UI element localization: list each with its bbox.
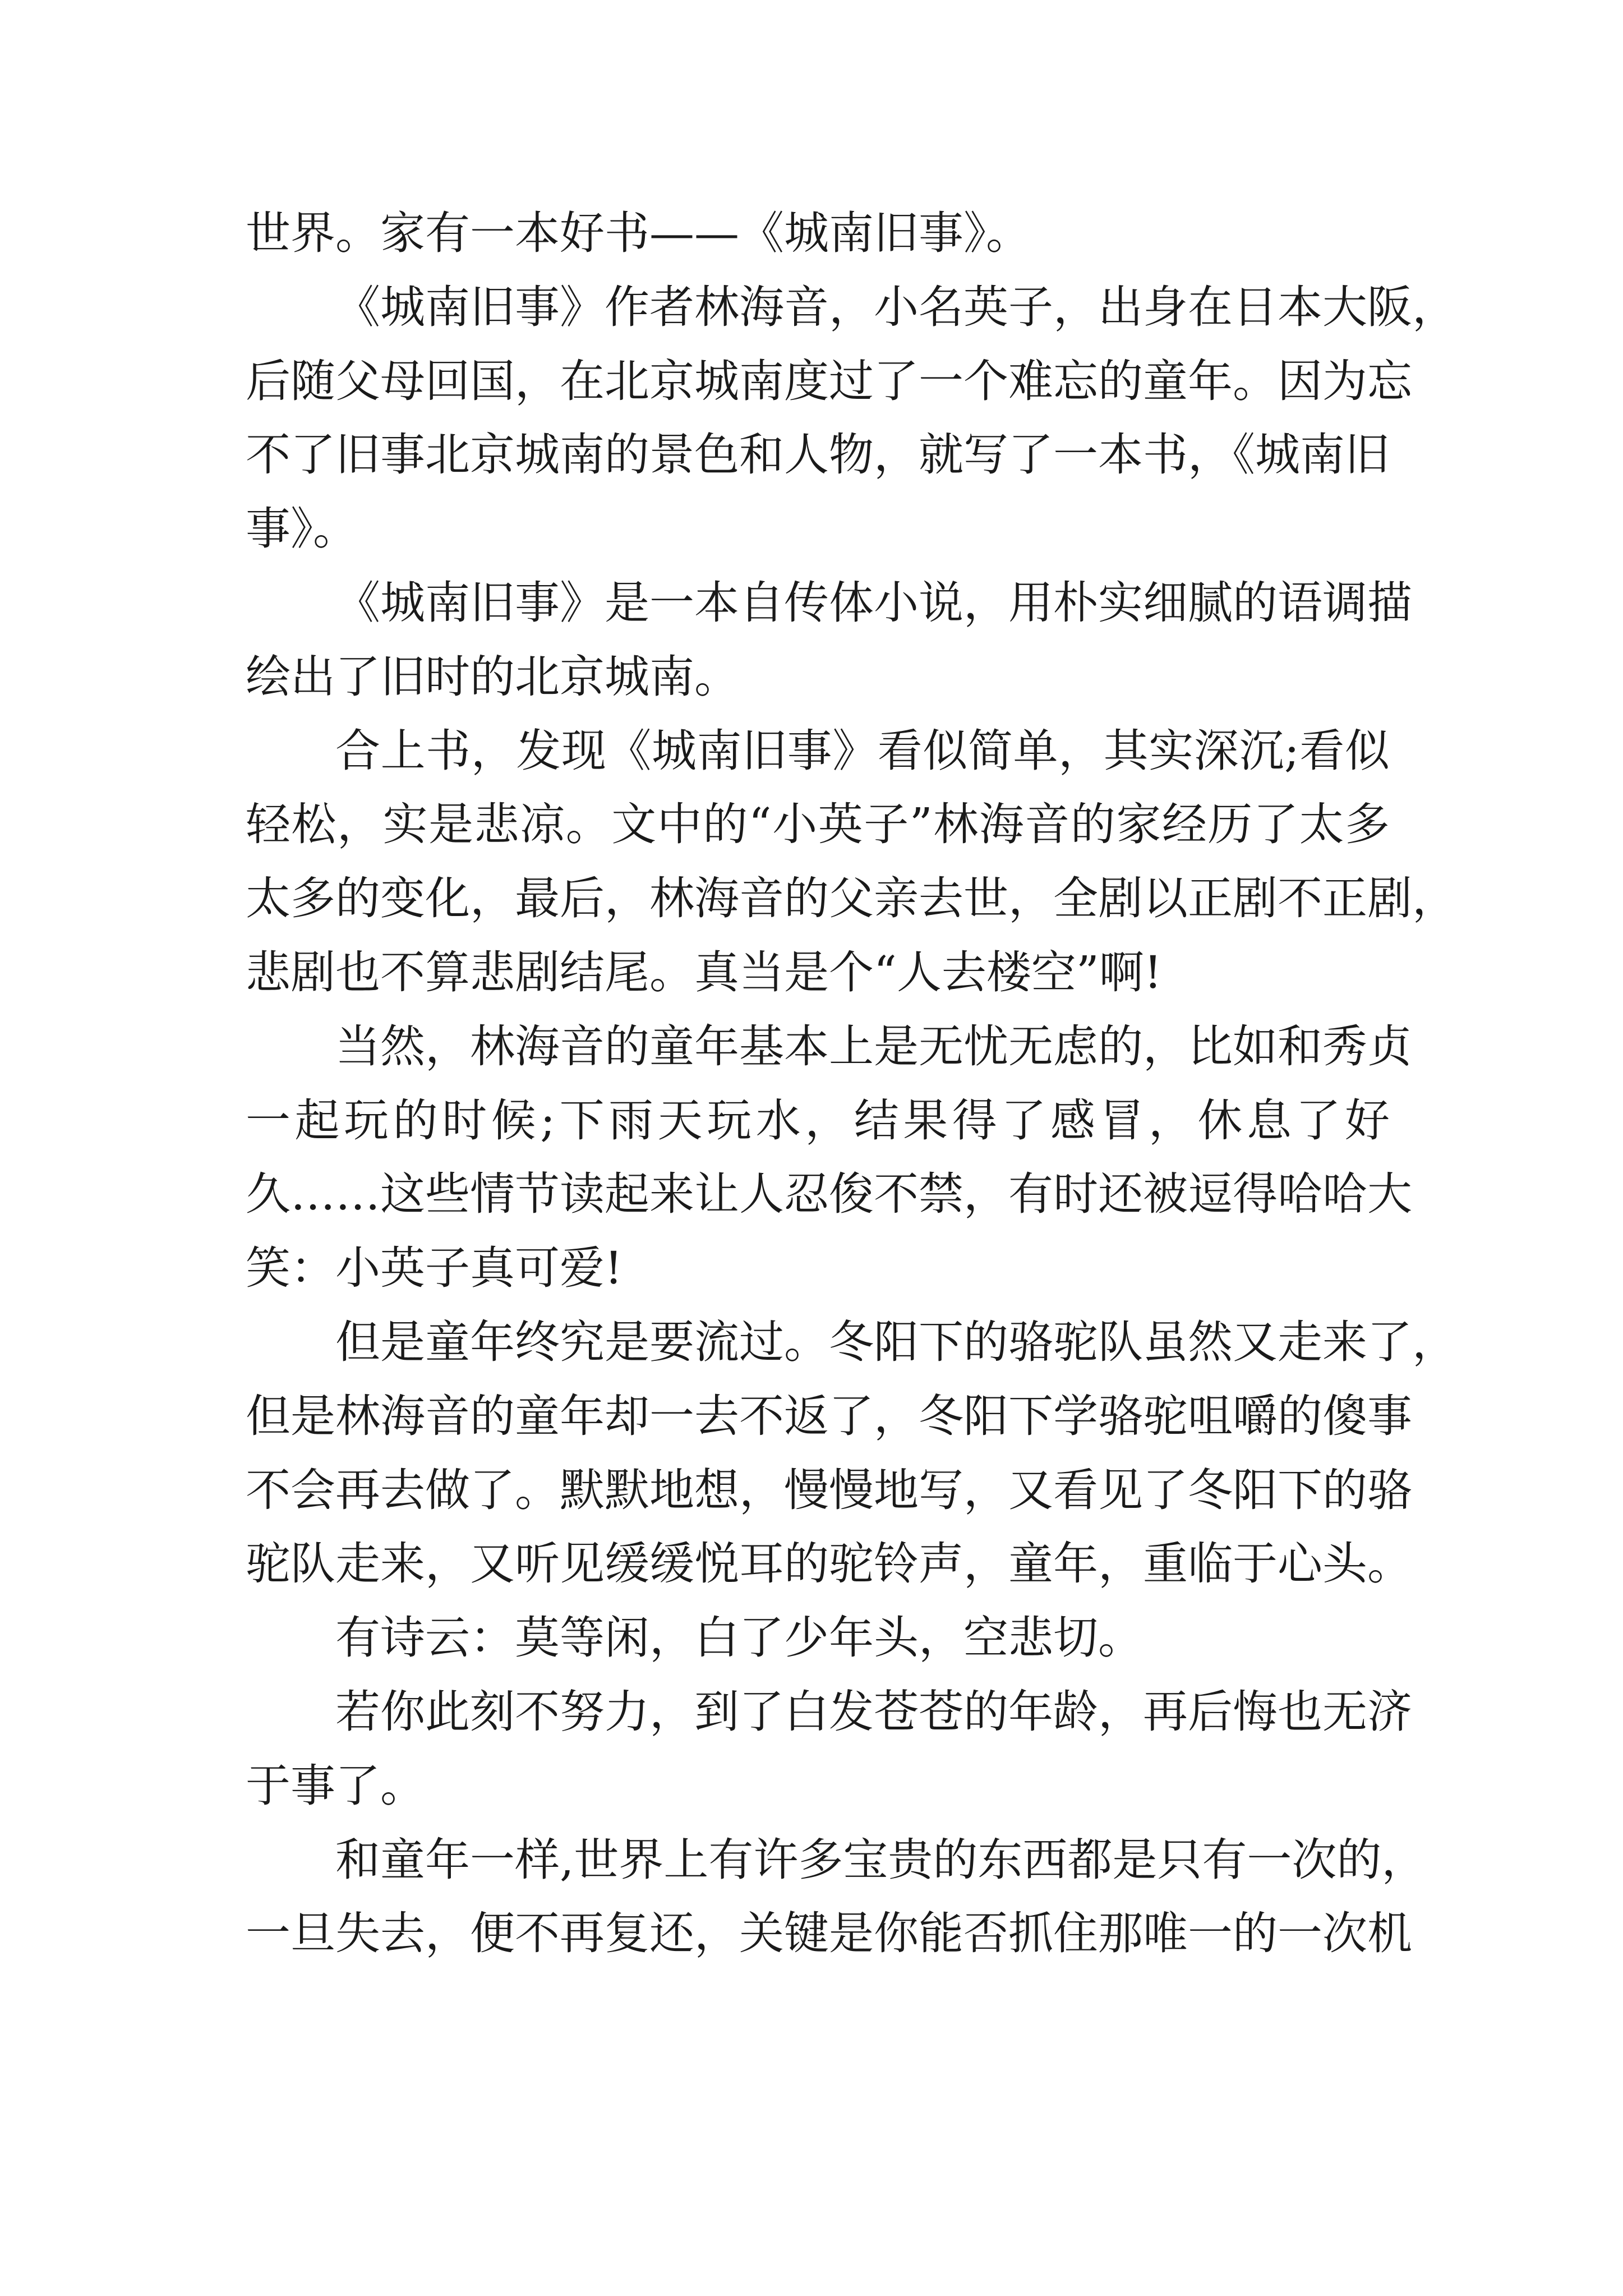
text-line: 于事了。 [246,1759,425,1812]
text-line: 绘出了旧时的北京城南。 [246,650,739,703]
text-line: 一旦失去，便不再复还，关键是你能否抓住那唯一的一次机 [246,1907,1412,1960]
text-line: 悲剧也不算悲剧结尾。真当是个“人去楼空”啊! [246,946,1162,999]
text-line: 事》。 [246,503,358,555]
text-line: 但是林海音的童年却一去不返了，冬阳下学骆驼咀嚼的傻事 [246,1389,1412,1442]
text-line: 驼队走来，又听见缓缓悦耳的驼铃声，童年，重临于心头。 [246,1538,1412,1590]
text-line: 不了旧事北京城南的景色和人物，就写了一本书，《城南旧 [246,429,1390,481]
text-line: 但是童年终究是要流过。冬阳下的骆驼队虽然又走来了， [335,1315,1457,1368]
text-line: 久……这些情节读起来让人忍俊不禁，有时还被逗得哈哈大 [246,1168,1412,1221]
text-line: 不会再去做了。默默地想，慢慢地写，又看见了冬阳下的骆 [246,1464,1412,1516]
text-line: 笑：小英子真可爱! [246,1242,623,1295]
text-line: 后随父母回国，在北京城南度过了一个难忘的童年。因为忘 [246,355,1412,407]
text-line: 《城南旧事》作者林海音，小名英子，出身在日本大阪， [335,280,1457,333]
document-body [246,196,1457,1971]
text-line: 有诗云：莫等闲，白了少年头，空悲切。 [335,1612,1143,1664]
text-line: 《城南旧事》是一本自传体小说，用朴实细腻的语调描 [335,576,1412,629]
text-line: 若你此刻不努力，到了白发苍苍的年龄，再后悔也无济 [335,1685,1412,1738]
text-line: 世界。家有一本好书——《城南旧事》。 [246,207,1031,259]
text-line: 轻松，实是悲凉。文中的“小英子”林海音的家经历了太多 [246,798,1390,851]
text-line: 和童年一样,世界上有许多宝贵的东西都是只有一次的， [335,1833,1427,1886]
text-line: 太多的变化，最后，林海音的父亲去世，全剧以正剧不正剧， [246,872,1457,925]
text-line: 当然，林海音的童年基本上是无忧无虑的，比如和秀贞 [335,1020,1412,1073]
text-line: 合上书，发现《城南旧事》看似简单，其实深沉;看似 [335,724,1390,777]
text-line: 一起玩的时候;下雨天玩水，结果得了感冒，休息了好 [246,1094,1390,1147]
